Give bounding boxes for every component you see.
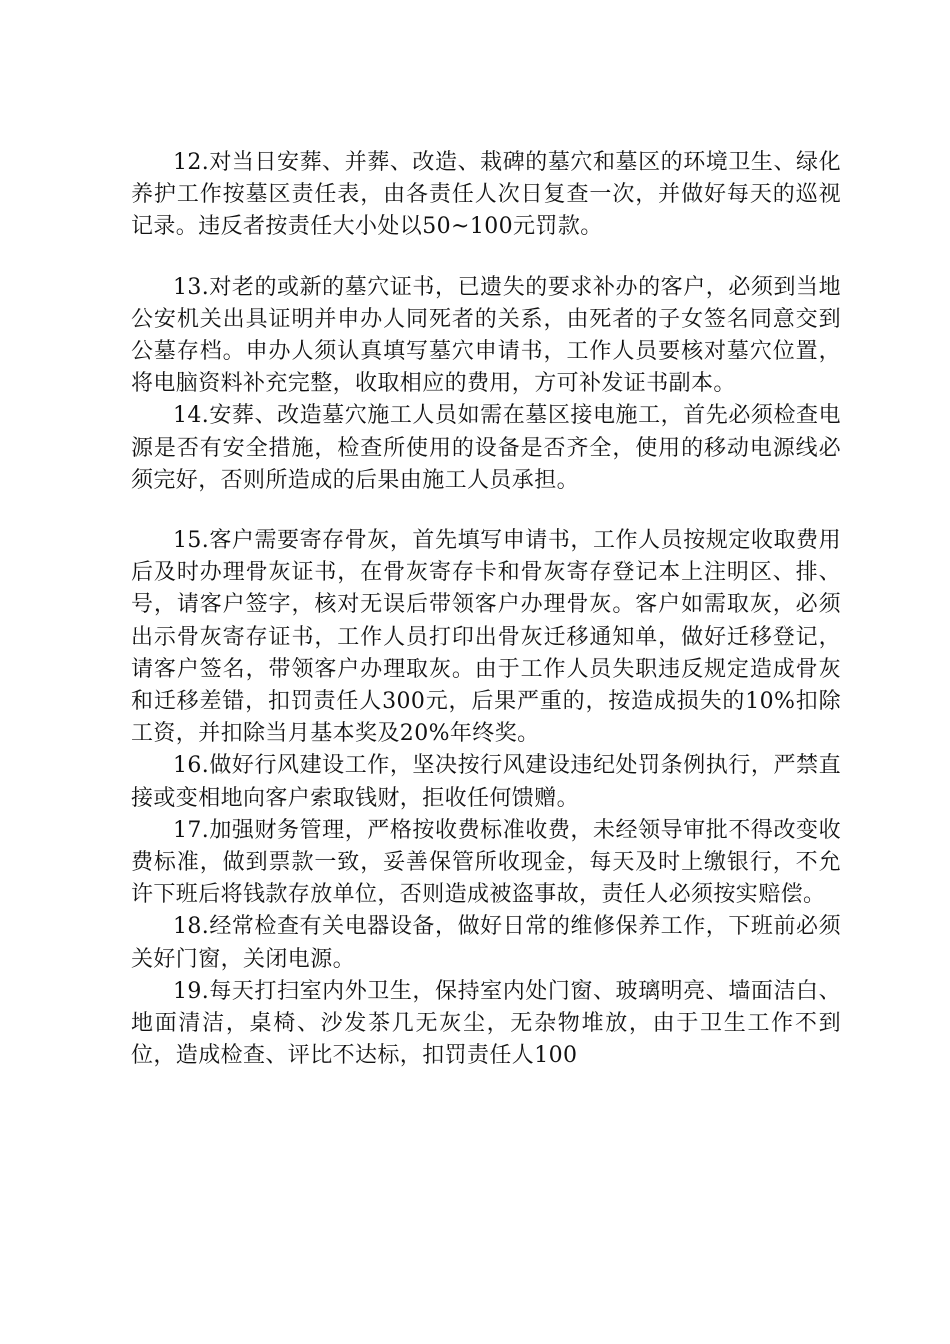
paragraph-19: 19.每天打扫室内外卫生，保持室内处门窗、玻璃明亮、墙面洁白、地面清洁，桌椅、沙发茶几无灰尘，无杂物堆放，由于卫生工作不到位，造成检查、评比不达标，扣罚责任人100 — [131, 978, 841, 1069]
paragraph-14: 14.安葬、改造墓穴施工人员如需在墓区接电施工，首先必须检查电源是否有安全措施，检查所使用的设备是否齐全，使用的移动电源线必须完好，否则所造成的后果由施工人员承担。 — [131, 403, 841, 493]
document-body — [131, 147, 841, 1072]
paragraph-18: 18.经常检查有关电器设备，做好日常的维修保养工作，下班前必须关好门窗，关闭电源。 — [131, 914, 841, 972]
paragraph-12: 12.对当日安葬、并葬、改造、栽碑的墓穴和墓区的环境卫生、绿化养护工作按墓区责任表，由各责任人次日复查一次，并做好每天的巡视记录。违反者按责任大小处以50~100元罚款。 — [131, 150, 841, 240]
paragraph-13: 13.对老的或新的墓穴证书，已遗失的要求补办的客户，必须到当地公安机关出具证明并申办人同死者的关系，由死者的子女签名同意交到公墓存档。申办人须认真填写墓穴申请书，工作人员要核对墓穴位置，将电脑资料补充完整，收取相应的费用，方可补发证书副本。 — [131, 274, 841, 397]
paragraph-15: 15.客户需要寄存骨灰，首先填写申请书，工作人员按规定收取费用后及时办理骨灰证书，在骨灰寄存卡和骨灰寄存登记本上注明区、排、号，请客户签字，核对无误后带领客户办理骨灰。客户如需取灰，必须出示骨灰寄存证书，工作人员打印出骨灰迁移通知单，做好迁移登记，请客户签名，带领客户办理取灰。由于工作人员失职违反规定造成骨灰和迁移差错，扣罚责任人300元，后果严重的，按造成损失的10%扣除工资，并扣除当月基本奖及20%年终奖。 — [131, 528, 841, 747]
paragraph-16: 16.做好行风建设工作，坚决按行风建设违纪处罚条例执行，严禁直接或变相地向客户索取钱财，拒收任何馈赠。 — [131, 753, 841, 811]
paragraph-17: 17.加强财务管理，严格按收费标准收费，未经领导审批不得改变收费标准，做到票款一致，妥善保管所收现金，每天及时上缴银行，不允许下班后将钱款存放单位，否则造成被盗事故，责任人必须按实赔偿。 — [131, 817, 841, 908]
